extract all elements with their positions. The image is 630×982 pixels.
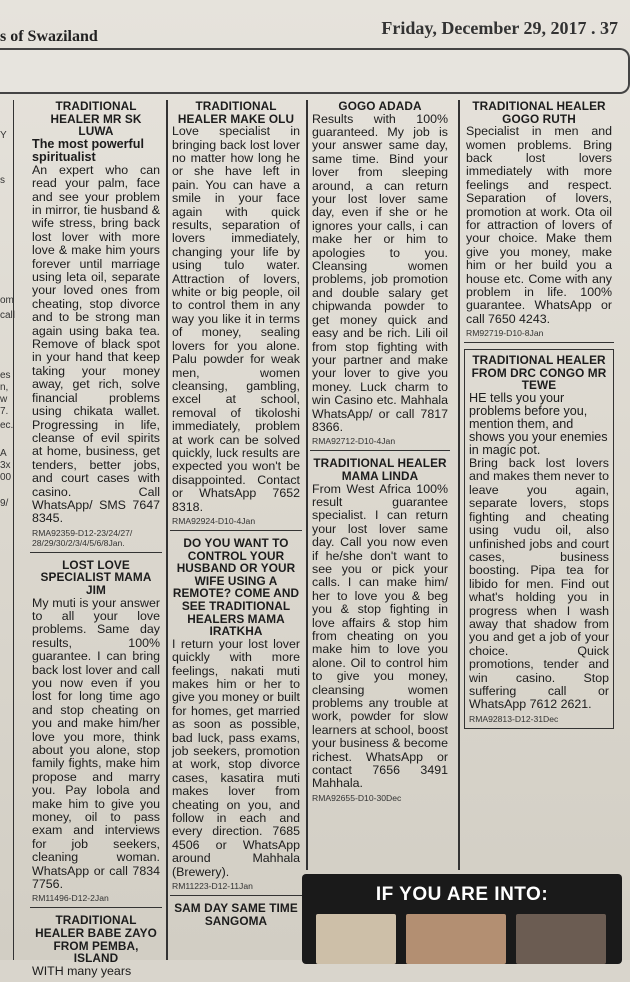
left-cut-fragment: es — [0, 370, 11, 381]
ad-title: TRADITIONAL HEALER MAMA LINDA — [313, 456, 447, 483]
ad-code: RMA92924-D10-4Jan — [172, 515, 256, 526]
column-2 — [170, 100, 302, 960]
page-date: Friday, December 29, 2017 . 37 — [381, 18, 618, 38]
ad-make-olu — [170, 100, 302, 531]
ad-body: WITH many years — [32, 963, 132, 978]
ad-body: Bring back lost lovers and makes them never to leave you again, separate lovers, stops fighting and cheating using vudu oil, also unfinished jobs and court cases, business boosting. Pipa tea for libido for men. Find out what's holding you in progress when I wash away that shadow from you and get a job of your choice. Quick promotions, tender and win casino. Stop suffering call or WhatsApp 7612 2621. — [469, 456, 609, 712]
ad-code: RMA92813-D12-31Dec — [469, 713, 559, 724]
ad-code: RM11496-D12-2Jan — [32, 893, 109, 904]
ad-title: TRADITIONAL HEALER MAKE OLU — [177, 99, 295, 126]
ad-code: RM92719-D10-8Jan — [466, 328, 544, 339]
ad-title: TRADITIONAL HEALER BABE ZAYO FROM PEMBA, ISLAND — [35, 913, 157, 966]
ad-title: SAM DAY SAME TIME SANGOMA — [174, 901, 298, 928]
ad-mama-jim — [30, 559, 162, 909]
ad-mama-iratkha — [170, 537, 302, 896]
left-cut-fragment: 7. — [0, 406, 9, 417]
ad-gogo-ruth — [464, 100, 614, 343]
ad-title: TRADITIONAL HEALER GOGO RUTH — [472, 99, 606, 126]
left-cut-fragment: A — [0, 448, 7, 459]
promo-thumbnails — [316, 914, 612, 964]
column-3 — [310, 100, 450, 870]
ad-babe-zayo — [30, 914, 162, 982]
left-cut-fragment: n, — [0, 382, 9, 393]
left-cut-fragment: 00 — [0, 472, 12, 483]
ad-body: My muti is your answer to all your love problems. Same day results, 100% guarantee. I can bring back lost lover and call you now even if you lost for long time ago and stop cheating on you and make him/her love you more, think about you alone, stop family fights, make him propose and marry you. Pay lobola and make him to give you money, oil to pass exam and interviews for job seekers, cleaning woman. WhatsApp or call 7834 7756. — [32, 595, 160, 892]
paper-name: s of Swaziland — [0, 28, 98, 45]
promo-title: IF YOU ARE INTO: — [375, 884, 549, 905]
header-band — [0, 48, 630, 94]
ad-code: RMA92655-D10-30Dec — [312, 792, 402, 803]
ad-body: From West Africa 100% result guarantee specialist. I can return your lost lover same day. Call you now even if he/she don't want to see you or pick your calls. I can make him/ her to love you & beg you & stop fighting in love affairs & stop him from cheating on you make him to love you alone. Oil to control him to give you money, cleansing women problems any trouble at work, powder for slow learners at school, boost your business & become richest. WhatsApp or contact 7656 3491 Mahhala. — [312, 481, 448, 791]
column-divider — [166, 100, 168, 960]
left-cut-fragment: Y — [0, 130, 7, 141]
column-divider — [458, 100, 460, 870]
promo-thumb-3 — [516, 914, 606, 964]
left-cut-fragment: 9/ — [0, 498, 9, 509]
promo-thumb-2 — [406, 914, 506, 964]
column-1 — [30, 99, 162, 978]
ad-mama-linda — [310, 457, 450, 807]
ad-code: RM11223-D12-11Jan — [172, 881, 253, 892]
ad-code: RMA92712-D10-4Jan — [312, 436, 396, 447]
left-cut-column — [0, 100, 14, 960]
ad-code: RMA92359-D12-23/24/27/ 28/29/30/2/3/4/5/6/8Jan. — [32, 527, 133, 548]
ad-subtitle: HE tells you your problems before you, mention them, and shows you your enemies in magic pot. — [469, 391, 608, 458]
promo-thumb-1 — [316, 914, 396, 964]
left-cut-fragment: 3x — [0, 460, 11, 471]
ad-body: Specialist in men and women problems. Bring back lost lovers immediately with more feelings and respect. Separation of lovers, promotion at work. Ota oil for attraction of lovers of your choice. Make them give you money, make him or her build you a house etc. Come with any problem in life. 100% guarantee. WhatsApp or call 7650 4243. — [466, 124, 612, 326]
column-4 — [464, 100, 614, 840]
page-header — [0, 0, 630, 46]
promo-box — [302, 874, 622, 964]
left-cut-fragment: om — [0, 295, 14, 306]
ad-title: TRADITIONAL HEALER MR SK LUWA — [50, 99, 142, 139]
ad-body: An expert who can read your palm, face and see your problem in mirror, tie husband & wife stress, bring back lost lover with more love & make him yours forever until marriage using leta oil, separate your loved ones from cheating, stop divorce and to be strong man again using baka tea. Remove of black spot in your hand that keep taking your money away, get rich, solve financial problems using chikata wallet. Progressing in life, cleanse of evil spirits at home, business, get tenders, better jobs, and court cases with casino. Call WhatsApp/ SMS 7647 8345. — [32, 162, 160, 526]
ad-body: Love specialist in bringing back lost lover no matter how long he or she have left in pain. You can have a smile in your face again with quick results, separation of lovers immediately, changing your life by using tulo water. Attraction of lovers, white or big people, oil to control them in any way you like it in terms of money, sealing lovers for you alone. Palu powder for weak men, women cleansing, gambling, excel at school, removal of tikoloshi immediately, problem at work can be solved quickly, luck results are expected you won't be disappointed. Contact or WhatsApp 7652 8318. — [172, 124, 300, 514]
ad-title: DO YOU WANT TO CONTROL YOUR HUSBAND OR YOUR WIFE USING A REMOTE? COME AND SEE TRADITIONAL HEALERS MAMA IRATKHA — [172, 535, 300, 639]
left-cut-fragment: w — [0, 394, 8, 405]
left-cut-fragment: call — [0, 310, 16, 321]
left-cut-fragment: s — [0, 175, 5, 186]
ad-gogo-adada — [310, 100, 450, 451]
ad-body: I return your lost lover quickly with more feelings, nakati muti makes him or her to give you money or built for homes, get married as soon as possible, bad luck, pass exams, job seekers, promotion at work, stop divorce cases, kasatira muti makes lover from cheating on you, and follow in each and every direction. 7685 4506 or WhatsApp around Mahhala (Brewery). — [172, 636, 300, 879]
ad-sk-luwa — [30, 100, 162, 553]
ad-sangoma — [170, 902, 302, 931]
ad-title: GOGO ADADA — [338, 99, 422, 113]
ad-title: LOST LOVE SPECIALIST MAMA JIM — [40, 557, 152, 597]
ad-subtitle: The most powerful spiritualist — [32, 136, 144, 164]
ad-mr-tewe — [464, 349, 614, 729]
column-divider — [306, 100, 308, 870]
left-cut-fragment: ec. — [0, 420, 14, 431]
ad-title: TRADITIONAL HEALER FROM DRC CONGO MR TEWE — [471, 353, 607, 393]
ad-body: Results with 100% guaranteed. My job is your answer same day, same time. Bind your lover from sleeping around, a can return your lost lover same day, even if she or he ignores your calls, i can make her or him to apologies to you. Cleansing women problems, job promotion and double salary get chipwanda powder to get money quick and easy and be rich. Lili oil from stop fighting with your partner and make your lover to give you money. Luck charm to win Casino etc. Mahhala WhatsApp/ or call 7817 8366. — [312, 111, 448, 434]
